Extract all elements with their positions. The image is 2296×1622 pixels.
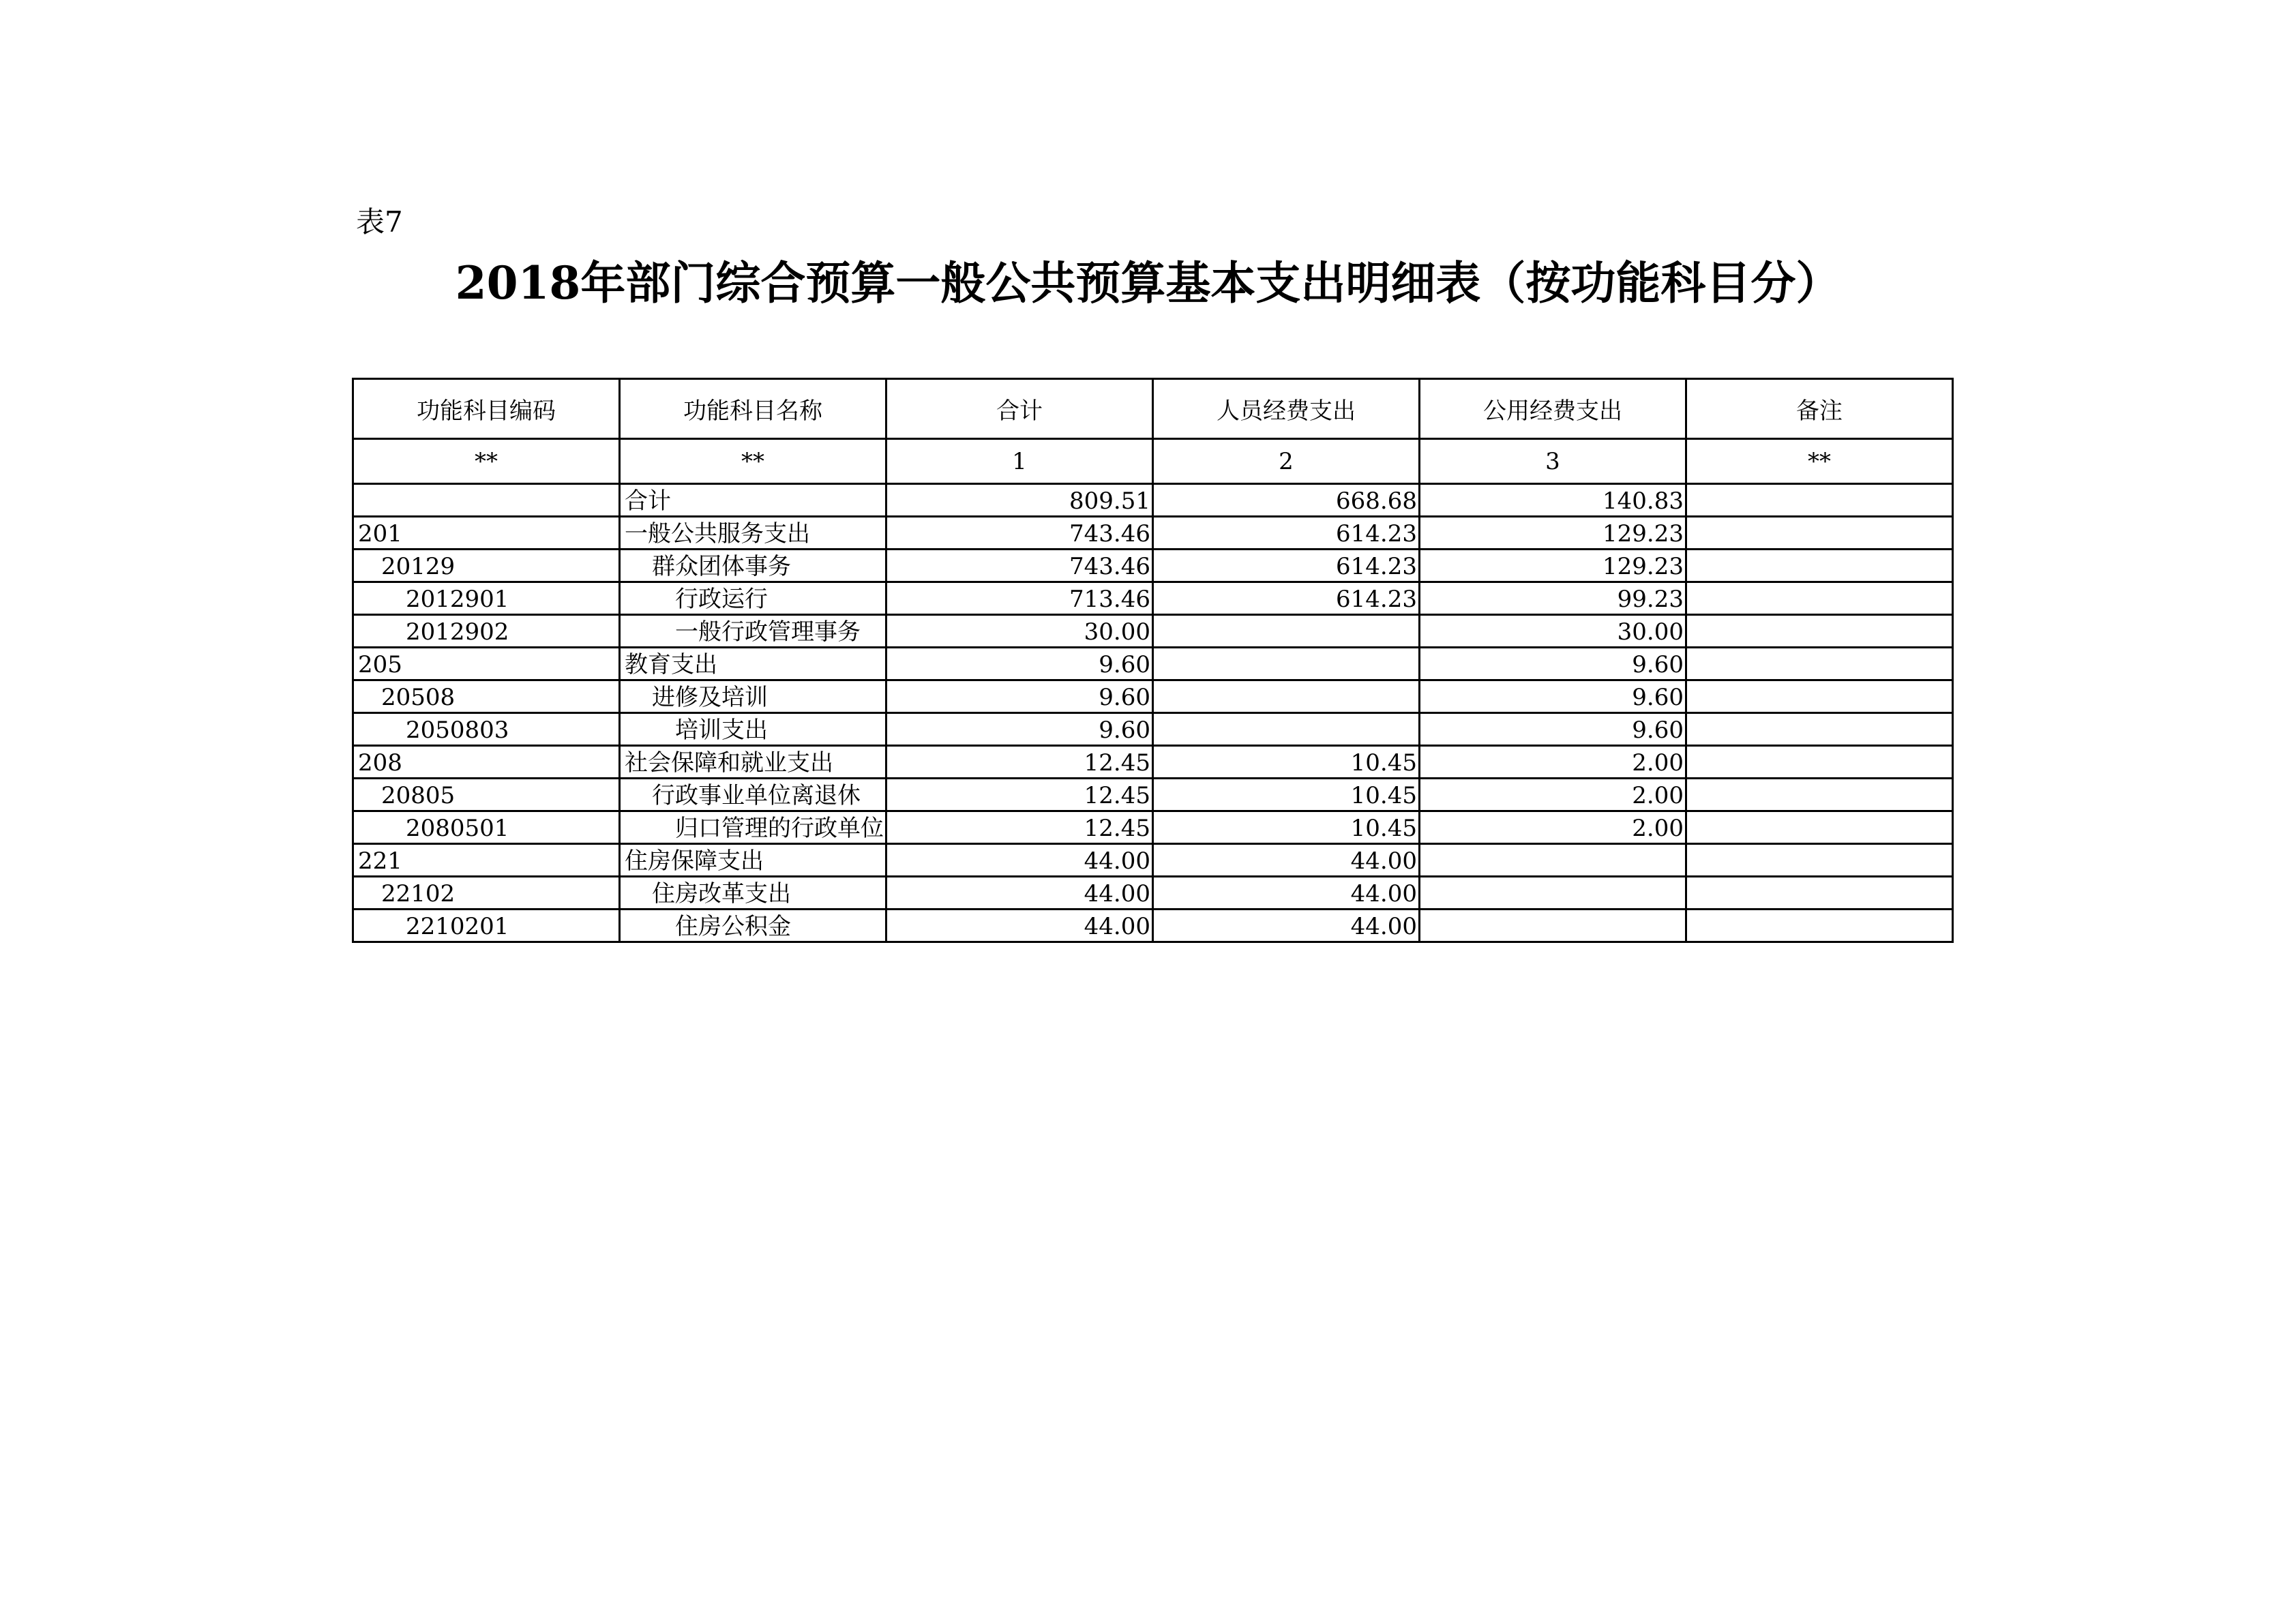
code-cell xyxy=(353,484,620,517)
personnel-cell: 44.00 xyxy=(1153,844,1420,877)
column-index: 2 xyxy=(1153,439,1420,484)
name-cell: 一般公共服务支出 xyxy=(620,517,886,550)
table-row xyxy=(353,648,1953,680)
column-header: 功能科目名称 xyxy=(620,379,886,439)
public-cell: 9.60 xyxy=(1420,648,1686,680)
code-cell: 2012901 xyxy=(353,582,620,615)
code-cell: 2210201 xyxy=(353,910,620,942)
personnel-cell xyxy=(1153,648,1420,680)
code-cell: 221 xyxy=(353,844,620,877)
public-cell: 140.83 xyxy=(1420,484,1686,517)
total-cell: 44.00 xyxy=(886,910,1153,942)
code-cell: 20805 xyxy=(353,779,620,811)
public-cell: 129.23 xyxy=(1420,550,1686,582)
personnel-cell: 10.45 xyxy=(1153,779,1420,811)
public-cell: 2.00 xyxy=(1420,779,1686,811)
table-row xyxy=(353,779,1953,811)
personnel-cell: 44.00 xyxy=(1153,877,1420,910)
public-cell xyxy=(1420,877,1686,910)
name-cell: 合计 xyxy=(620,484,886,517)
name-cell: 归口管理的行政单位 xyxy=(620,811,886,844)
public-cell: 99.23 xyxy=(1420,582,1686,615)
public-cell: 2.00 xyxy=(1420,811,1686,844)
total-cell: 713.46 xyxy=(886,582,1153,615)
column-index: 3 xyxy=(1420,439,1686,484)
code-cell: 2080501 xyxy=(353,811,620,844)
column-header: 备注 xyxy=(1686,379,1953,439)
personnel-cell xyxy=(1153,713,1420,746)
total-cell: 44.00 xyxy=(886,844,1153,877)
table-number-label: 表7 xyxy=(356,205,403,239)
code-cell: 2012902 xyxy=(353,615,620,648)
personnel-cell: 10.45 xyxy=(1153,746,1420,779)
total-cell: 44.00 xyxy=(886,877,1153,910)
total-cell: 9.60 xyxy=(886,648,1153,680)
table-row xyxy=(353,877,1953,910)
public-cell: 9.60 xyxy=(1420,713,1686,746)
note-cell xyxy=(1686,844,1953,877)
budget-table xyxy=(352,378,1954,943)
column-index: 1 xyxy=(886,439,1153,484)
name-cell: 培训支出 xyxy=(620,713,886,746)
table-row xyxy=(353,550,1953,582)
document-title: 2018年部门综合预算一般公共预算基本支出明细表（按功能科目分） xyxy=(455,256,1841,310)
personnel-cell: 10.45 xyxy=(1153,811,1420,844)
note-cell xyxy=(1686,582,1953,615)
name-cell: 社会保障和就业支出 xyxy=(620,746,886,779)
table-row xyxy=(353,746,1953,779)
code-cell: 20129 xyxy=(353,550,620,582)
column-header: 公用经费支出 xyxy=(1420,379,1686,439)
personnel-cell: 668.68 xyxy=(1153,484,1420,517)
total-cell: 12.45 xyxy=(886,811,1153,844)
table-row xyxy=(353,517,1953,550)
note-cell xyxy=(1686,746,1953,779)
note-cell xyxy=(1686,713,1953,746)
note-cell xyxy=(1686,680,1953,713)
column-index: ** xyxy=(353,439,620,484)
column-index: ** xyxy=(620,439,886,484)
note-cell xyxy=(1686,811,1953,844)
name-cell: 行政事业单位离退休 xyxy=(620,779,886,811)
table-row xyxy=(353,582,1953,615)
personnel-cell: 614.23 xyxy=(1153,517,1420,550)
table-row xyxy=(353,844,1953,877)
note-cell xyxy=(1686,779,1953,811)
note-cell xyxy=(1686,615,1953,648)
total-cell: 30.00 xyxy=(886,615,1153,648)
note-cell xyxy=(1686,517,1953,550)
column-header: 人员经费支出 xyxy=(1153,379,1420,439)
personnel-cell xyxy=(1153,615,1420,648)
column-header: 合计 xyxy=(886,379,1153,439)
public-cell: 2.00 xyxy=(1420,746,1686,779)
table-header-row xyxy=(353,379,1953,439)
public-cell: 30.00 xyxy=(1420,615,1686,648)
code-cell: 20508 xyxy=(353,680,620,713)
total-cell: 743.46 xyxy=(886,550,1153,582)
personnel-cell: 44.00 xyxy=(1153,910,1420,942)
public-cell: 9.60 xyxy=(1420,680,1686,713)
public-cell xyxy=(1420,910,1686,942)
personnel-cell: 614.23 xyxy=(1153,582,1420,615)
name-cell: 一般行政管理事务 xyxy=(620,615,886,648)
personnel-cell: 614.23 xyxy=(1153,550,1420,582)
column-index-row xyxy=(353,439,1953,484)
name-cell: 进修及培训 xyxy=(620,680,886,713)
name-cell: 行政运行 xyxy=(620,582,886,615)
name-cell: 住房改革支出 xyxy=(620,877,886,910)
public-cell: 129.23 xyxy=(1420,517,1686,550)
column-index: ** xyxy=(1686,439,1953,484)
code-cell: 205 xyxy=(353,648,620,680)
name-cell: 群众团体事务 xyxy=(620,550,886,582)
note-cell xyxy=(1686,877,1953,910)
column-header: 功能科目编码 xyxy=(353,379,620,439)
name-cell: 住房保障支出 xyxy=(620,844,886,877)
note-cell xyxy=(1686,550,1953,582)
code-cell: 201 xyxy=(353,517,620,550)
total-cell: 809.51 xyxy=(886,484,1153,517)
note-cell xyxy=(1686,910,1953,942)
total-cell: 12.45 xyxy=(886,779,1153,811)
code-cell: 208 xyxy=(353,746,620,779)
table-row xyxy=(353,484,1953,517)
total-cell: 9.60 xyxy=(886,680,1153,713)
table-row xyxy=(353,910,1953,942)
code-cell: 2050803 xyxy=(353,713,620,746)
total-cell: 9.60 xyxy=(886,713,1153,746)
table-row xyxy=(353,811,1953,844)
total-cell: 743.46 xyxy=(886,517,1153,550)
personnel-cell xyxy=(1153,680,1420,713)
public-cell xyxy=(1420,844,1686,877)
name-cell: 教育支出 xyxy=(620,648,886,680)
table-row xyxy=(353,713,1953,746)
note-cell xyxy=(1686,484,1953,517)
table-row xyxy=(353,680,1953,713)
table-row xyxy=(353,615,1953,648)
name-cell: 住房公积金 xyxy=(620,910,886,942)
total-cell: 12.45 xyxy=(886,746,1153,779)
code-cell: 22102 xyxy=(353,877,620,910)
note-cell xyxy=(1686,648,1953,680)
